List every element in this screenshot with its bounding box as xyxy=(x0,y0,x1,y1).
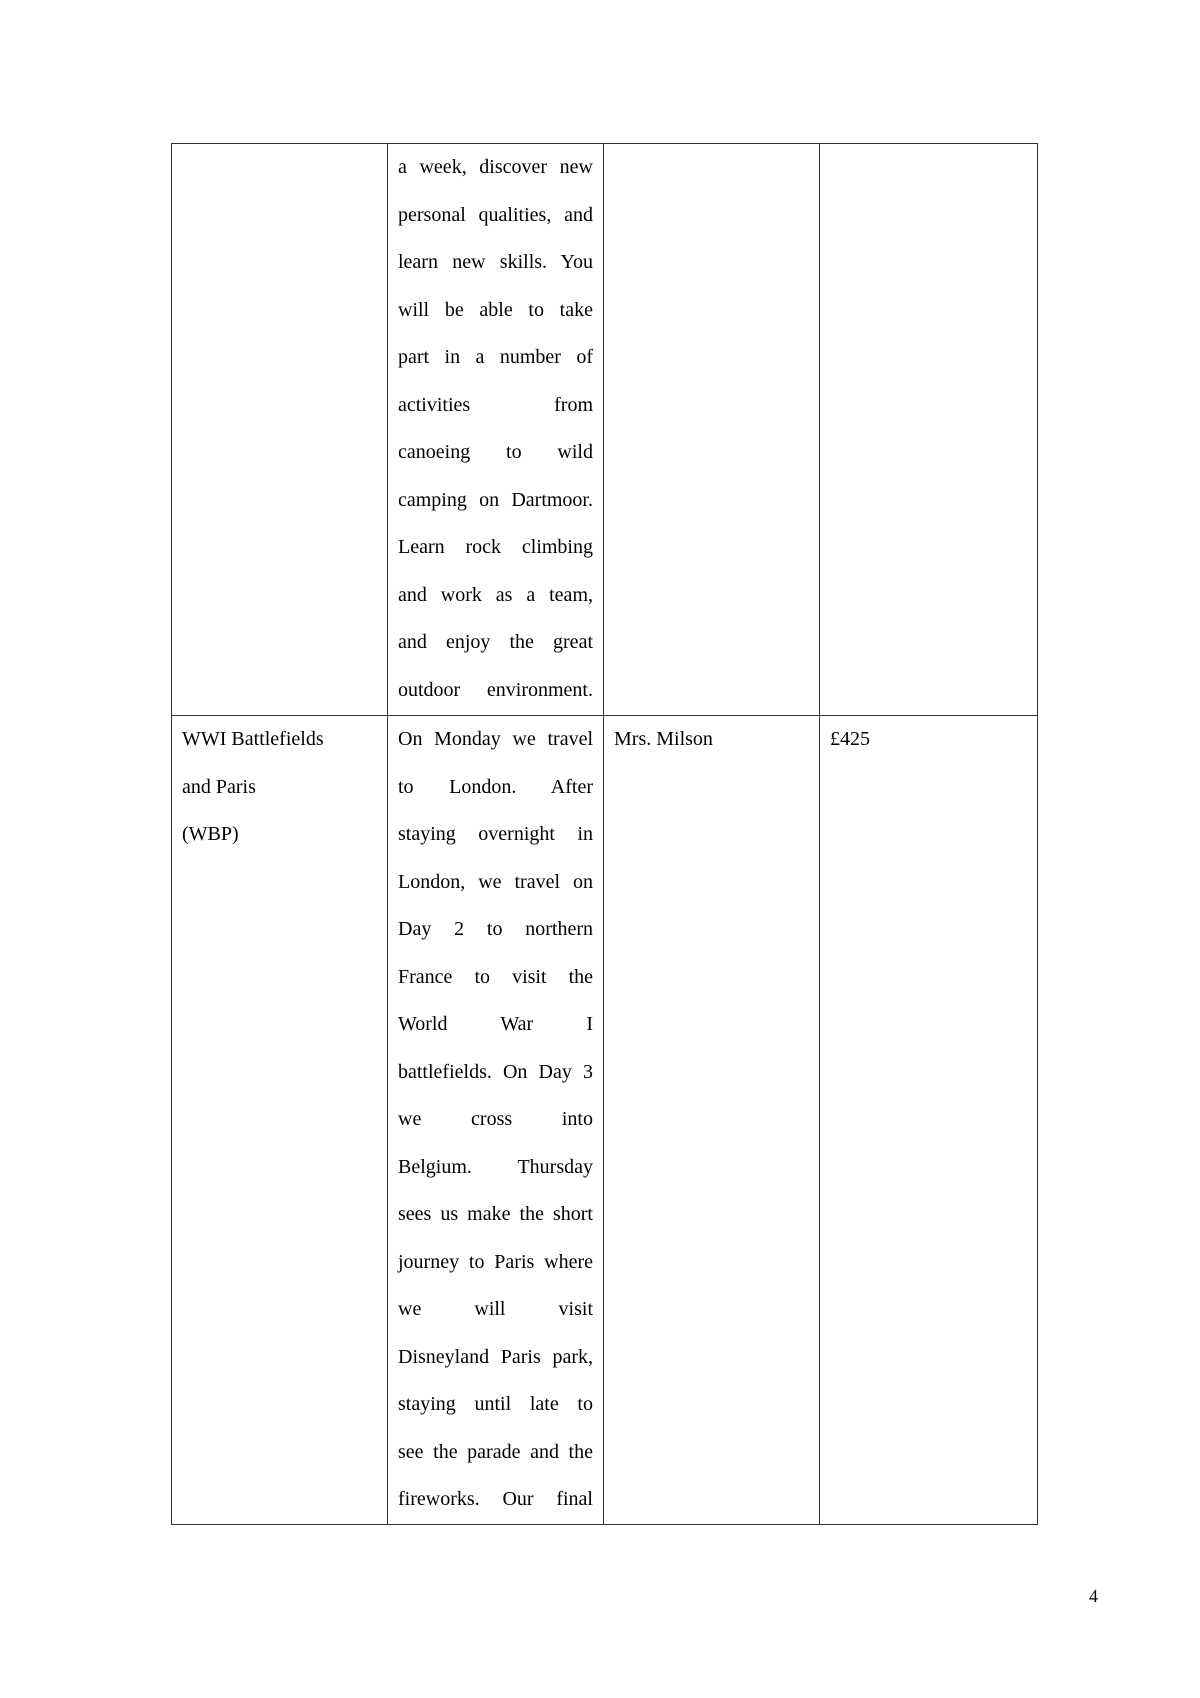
description-line: Day 2 to northern xyxy=(398,918,593,940)
description-line: see the parade and the xyxy=(398,1440,593,1463)
page-number: 4 xyxy=(1089,1586,1098,1606)
trip-leader-cell xyxy=(604,144,820,716)
description-line: and enjoy the great xyxy=(398,631,593,653)
description-line: will be able to take xyxy=(398,298,593,321)
trip-name-line: and Paris xyxy=(182,775,256,798)
description-line: battlefields. On Day 3 xyxy=(398,1060,593,1083)
trip-leader-cell: Mrs. Milson xyxy=(604,716,820,1525)
description-line: we will visit xyxy=(398,1298,593,1320)
trip-description-cell xyxy=(388,716,604,1525)
description-line: camping on Dartmoor. xyxy=(398,488,593,511)
description-line: London, we travel on xyxy=(398,870,593,893)
description-line: Learn rock climbing xyxy=(398,536,593,558)
description-line: canoeing to wild xyxy=(398,441,593,463)
description-line: journey to Paris where xyxy=(398,1250,593,1273)
description-line: sees us make the short xyxy=(398,1203,593,1225)
description-line: outdoor environment. xyxy=(398,678,593,701)
trip-name-line: (WBP) xyxy=(182,823,239,845)
description-line: to London. After xyxy=(398,775,593,798)
description-line: and work as a team, xyxy=(398,583,593,606)
description-line: activities from xyxy=(398,393,593,416)
description-line: staying overnight in xyxy=(398,823,593,845)
table-row xyxy=(172,716,1038,1525)
trip-name-cell xyxy=(172,716,388,1525)
description-line: France to visit the xyxy=(398,965,593,988)
description-line: we cross into xyxy=(398,1108,593,1130)
description-line: staying until late to xyxy=(398,1393,593,1415)
description-line: learn new skills. You xyxy=(398,251,593,273)
trip-name-line: WWI Battlefields xyxy=(182,728,324,750)
trip-cost-cell: £425 xyxy=(820,716,1038,1525)
description-line: a week, discover new xyxy=(398,156,593,178)
description-line: World War I xyxy=(398,1013,593,1035)
description-line: personal qualities, and xyxy=(398,203,593,226)
description-line: part in a number of xyxy=(398,346,593,368)
description-line: Disneyland Paris park, xyxy=(398,1345,593,1368)
trips-table xyxy=(171,143,1038,1525)
trip-description-cell xyxy=(388,144,604,716)
description-line: On Monday we travel xyxy=(398,728,593,750)
trip-cost-cell xyxy=(820,144,1038,716)
description-line: fireworks. Our final xyxy=(398,1488,593,1510)
description-line: Belgium. Thursday xyxy=(398,1155,593,1178)
table-row xyxy=(172,144,1038,716)
trip-name-cell xyxy=(172,144,388,716)
